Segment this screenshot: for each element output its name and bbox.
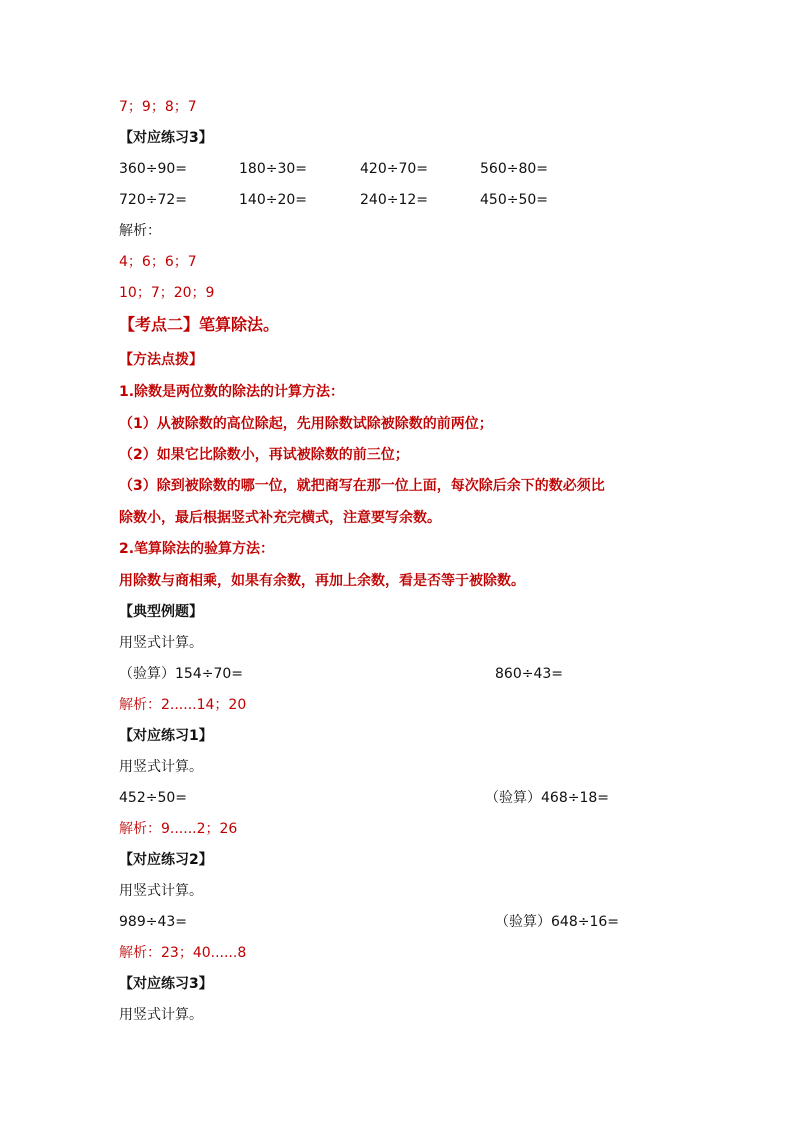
example-answer: 解析：2......14；20 [119,697,247,713]
problem: 420÷70= [360,161,428,177]
practice2-answer: 解析：23；40......8 [119,945,247,961]
problem: 450÷50= [480,192,548,208]
method-point-1b: （2）如果它比除数小，再试被除数的前三位； [119,447,409,463]
problem: 860÷43= [495,666,563,682]
practice3-top-heading: 【对应练习3】 [119,130,213,146]
answer-line-2: 10；7；20；9 [119,285,215,301]
method-point-2a: 用除数与商相乘，如果有余数，再加上余数，看是否等于被除数。 [119,573,525,589]
method-point-1c: （3）除到被除数的哪一位，就把商写在那一位上面，每次除后余下的数必须比 [119,478,605,494]
method-point-1c-cont: 除数小，最后根据竖式补充完横式，注意要写余数。 [119,510,441,526]
analysis-label: 解析： [119,223,161,239]
problem: 360÷90= [119,161,187,177]
problem: 720÷72= [119,192,187,208]
previous-answer: 7；9；8；7 [119,99,197,115]
problem: 240÷12= [360,192,428,208]
problem: 989÷43= [119,914,187,930]
method-heading: 【方法点拨】 [119,352,203,368]
method-point-1a: （1）从被除数的高位除起，先用除数试除被除数的前两位； [119,416,493,432]
practice3-heading: 【对应练习3】 [119,976,213,992]
problem: 560÷80= [480,161,548,177]
problem: （验算）648÷16= [495,914,619,930]
problem: 180÷30= [239,161,307,177]
answer-line-1: 4；6；6；7 [119,254,197,270]
method-point-2: 2.笔算除法的验算方法： [119,541,275,557]
example-instruction: 用竖式计算。 [119,635,203,651]
problem: （验算）468÷18= [485,790,609,806]
problem: （验算）154÷70= [119,666,243,682]
practice1-heading: 【对应练习1】 [119,728,213,744]
example-heading: 【典型例题】 [119,604,203,620]
problem: 452÷50= [119,790,187,806]
practice2-heading: 【对应练习2】 [119,852,213,868]
method-point-1: 1.除数是两位数的除法的计算方法： [119,384,345,400]
practice3-instruction: 用竖式计算。 [119,1007,203,1023]
practice1-answer: 解析：9......2；26 [119,821,238,837]
section-title: 【考点二】笔算除法。 [119,315,280,334]
problem: 140÷20= [239,192,307,208]
practice2-instruction: 用竖式计算。 [119,883,203,899]
practice1-instruction: 用竖式计算。 [119,759,203,775]
